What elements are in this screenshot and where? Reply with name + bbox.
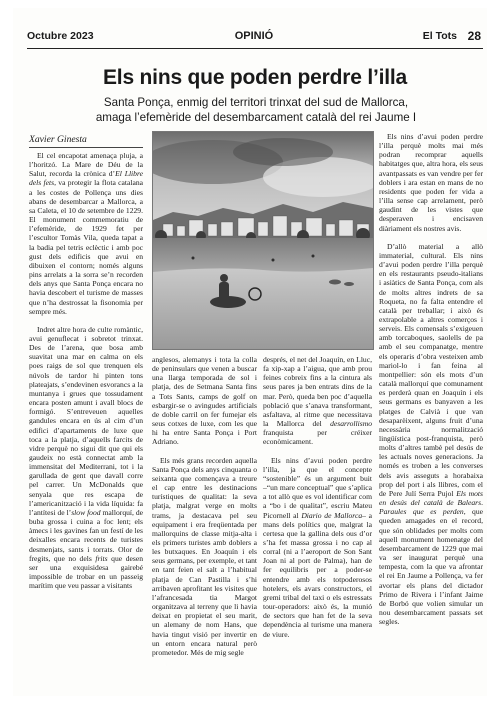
text-column-1 xyxy=(29,151,143,691)
subtitle-line-1: Santa Ponça, enmig del territori trinxat del sud de Mallorca, xyxy=(103,96,409,109)
paragraph: Els més grans recorden aquella Santa Ponça dels anys cinquanta o seixanta que començava a treure el cap entre les destinacions turístiques de qualitat: la seva platja, malgrat verge en molts trams, ja destacava pel seu equipament i era freqüentada per mallorquins de classe mitja-alta i els primers turistes amb doblers a les butxaques. En Joaquín i els seus germans, per exemple, et tant en tant feien el salt a l’habitual platja de Can Pastilla i s’hi arribaven aprofitant les visites que l’afrancesada tia Margot organitzava al terreny que li havia deixat en propietat el seu marit, un alemany de nom Hans, que havia tingut visió per invertir en un entorn encara natural però prometedor. Més de mig segle xyxy=(152,455,257,657)
text-column-2 xyxy=(152,355,257,693)
page-number: 28 xyxy=(467,29,481,43)
publication-name: El Tots xyxy=(422,30,457,42)
beach-photo-icon xyxy=(153,132,373,349)
paragraph: Els nins d’avui poden perdre l’illa perquè molts mai més podran recomprar aquells habitatges que, altra hora, els seus avantpassats es van vendre per fer doblers i ara estan en mans de no residents que poden fer vida a l’illa sense cap arrelament, però gaudint de les vistes que desperaven i encisaven diàriament els nostres avis. xyxy=(379,132,483,233)
paragraph: D’allò material a allò immaterial, cultural. Els nins d’avui poden perdre l’illa perquè en els restaurants pseudo-italians i asiàtics de Santa Ponça, com als de molts altres indrets de sa Roqueta, no fa falta entendre el català per treballar; i això és extrapolable a altres comerços i serveis. Els comensals s’exigeuen amb torcaboques, saolells de pa amb el seu companatge, mentre els operaris d’obra vesteixen amb mariol-lo i fan feina al montpellier: són els mots d’un català mallorquí que comunament es perderà quan en Joaquín i els seus germans es banyaven a les platges de Calvià i que van desaparèixent, alguns fruit d’una necessària normalització lingüística post-franquista, però molts d’altres tambè pel desús de les actuals noves generacions. Ja només es troben a les converses dels avis asseguts a horabaixa prop del port i als llibres, com el de Pere Julí Serra Pujol Els mots en desús del català de Balears. Paraules que es perden, que queden amagades en el record, que són oblidades per molts com aquell monument homenatge del desembarcament de 1229 que mai va ser inaugurat perquè una tempesta, com la que va afrontar el rei En Jaume a Pollença, va fer avortar els plans del dictador Primo de Rivera i l’infant Jaime de Borbó que volien simular un nou desembarcament passats set segles. xyxy=(379,241,483,627)
paragraph: després, el net del Joaquín, en Lluc, fa xip-xap a l’aigua, que amb prou feines cobreix fins a la cintura als seus pares ja ben entrats dins de la mar. Però, queda ben poc d’aquella població que s’anava transformant, asfaltava, al ritme que necessitava la Mallorca del desarrollismo franquista per créixer econòmicament. xyxy=(263,355,372,447)
page-header xyxy=(27,30,481,46)
article-subtitle xyxy=(43,95,469,125)
text-column-4 xyxy=(379,132,483,692)
article-author: Xavier Ginesta xyxy=(29,134,87,145)
issue-date: Octubre 2023 xyxy=(27,30,94,42)
author-rule xyxy=(29,147,143,148)
beach-photo xyxy=(152,131,374,350)
text-column-3 xyxy=(263,355,372,693)
header-rule xyxy=(27,48,483,49)
newspaper-page xyxy=(13,8,487,696)
paragraph: El cel encapotat amenaça pluja, a l’horitzó. La Mare de Déu de la Salut, recorda la crònica d’El Llibre dels fets, va protegir la flota catalana a les costes de Pollença uns dies abans de desembarcar a Mallorca, a sa Caleta, el 10 de setembre de 1229. El monument commemoratiu de l’efemèride, de 1929 fet per l’escultor Tomàs Vila, queda tapat a la badia pel tetris eclèctic i amb poc gust dels edificis que avui en dibuixen el contorn; només alguns pins arrelats a la sorra se’n recorden dels anys que Santa Ponça encara no havia descobert el turisme de masses que n’ha destrossat la fisonomia per sempre més. xyxy=(29,151,144,316)
paragraph: Els nins d’avui poden perdre l’illa, ja que el concepte “sostenible” és un argument buit –“un mare conceptual” que s’aplica a tot allò que es vol identificar com a “bo i de qualitat”, escriu Mateu Picornell al Diario de Mallorca– a mans dels polítics que, malgrat la certesa que la gallina dels ous d’or s’ha fet massa grossa i no cap al corral (ni a l’aeroport de Son Sant Joan ni al port de Palma), han de fer equilibris per a poder-se entendre amb els totpoderosos hotelers, els avars constructors, el gremi tribal del taxi o els estressats tour-operadors: això és, la munió de sectors que han fet de la seva dependència al turisme una manera de viure. xyxy=(263,455,372,639)
subtitle-line-2: amaga l’efemèride del desembarcament català del rei Jaume I xyxy=(95,111,417,124)
article-headline: Els nins que poden perdre l’illa xyxy=(103,66,407,89)
section-name: OPINIÓ xyxy=(234,30,274,42)
paragraph: Indret altre hora de culte romàntic, avui genuflecat i sobretot trinxat. Des de l’arena, que bosa amb suavitat una mar en calma on els poes raigs de sol que trenquen els núvols de tardor hi pinten tons plateajats, s’endevinen esvorancs a la muntanya i grues que tossudament encara posten amunt i avall blocs de formigó. S’entreveuen aquelles gandules encara en ús al cim d’un edifici d’apartaments de luxe que toca a la platja, d’aquells farcits de vidre perquè no sigui dit que qui els gaudeix no està connectat amb la immensitat del Mediterrani, tot i la garullada de gent que davall corre pel carrer. Un McDonalds que senyala que res escapa de l’americanització i la vida líquida: fa l’antítesi de l’slow food mallorquí, de buba grossa i cuina a foc lent; els àmecs i les gavines fan un festí de les deixalles encara recents de turistes desmenjats, sants i torrats. Olor de fregits, que no dels frits que desen ser una exquisidesa gairebé impossible de trobar en un passeig marítim que veu passar a visitants xyxy=(29,324,144,591)
paragraph: anglesos, alemanys i tota la colla de peninsulars que venen a buscar una llarga temporada de sol i platja, des de Setmana Santa fins a Tots Sants, camps de golf on esbargir-se o avingudes artificials de doble carril on fer fumejar els seus cotxes de luxe, com les que hi ha entre Santa Ponça i Port Adriano. xyxy=(152,355,257,447)
